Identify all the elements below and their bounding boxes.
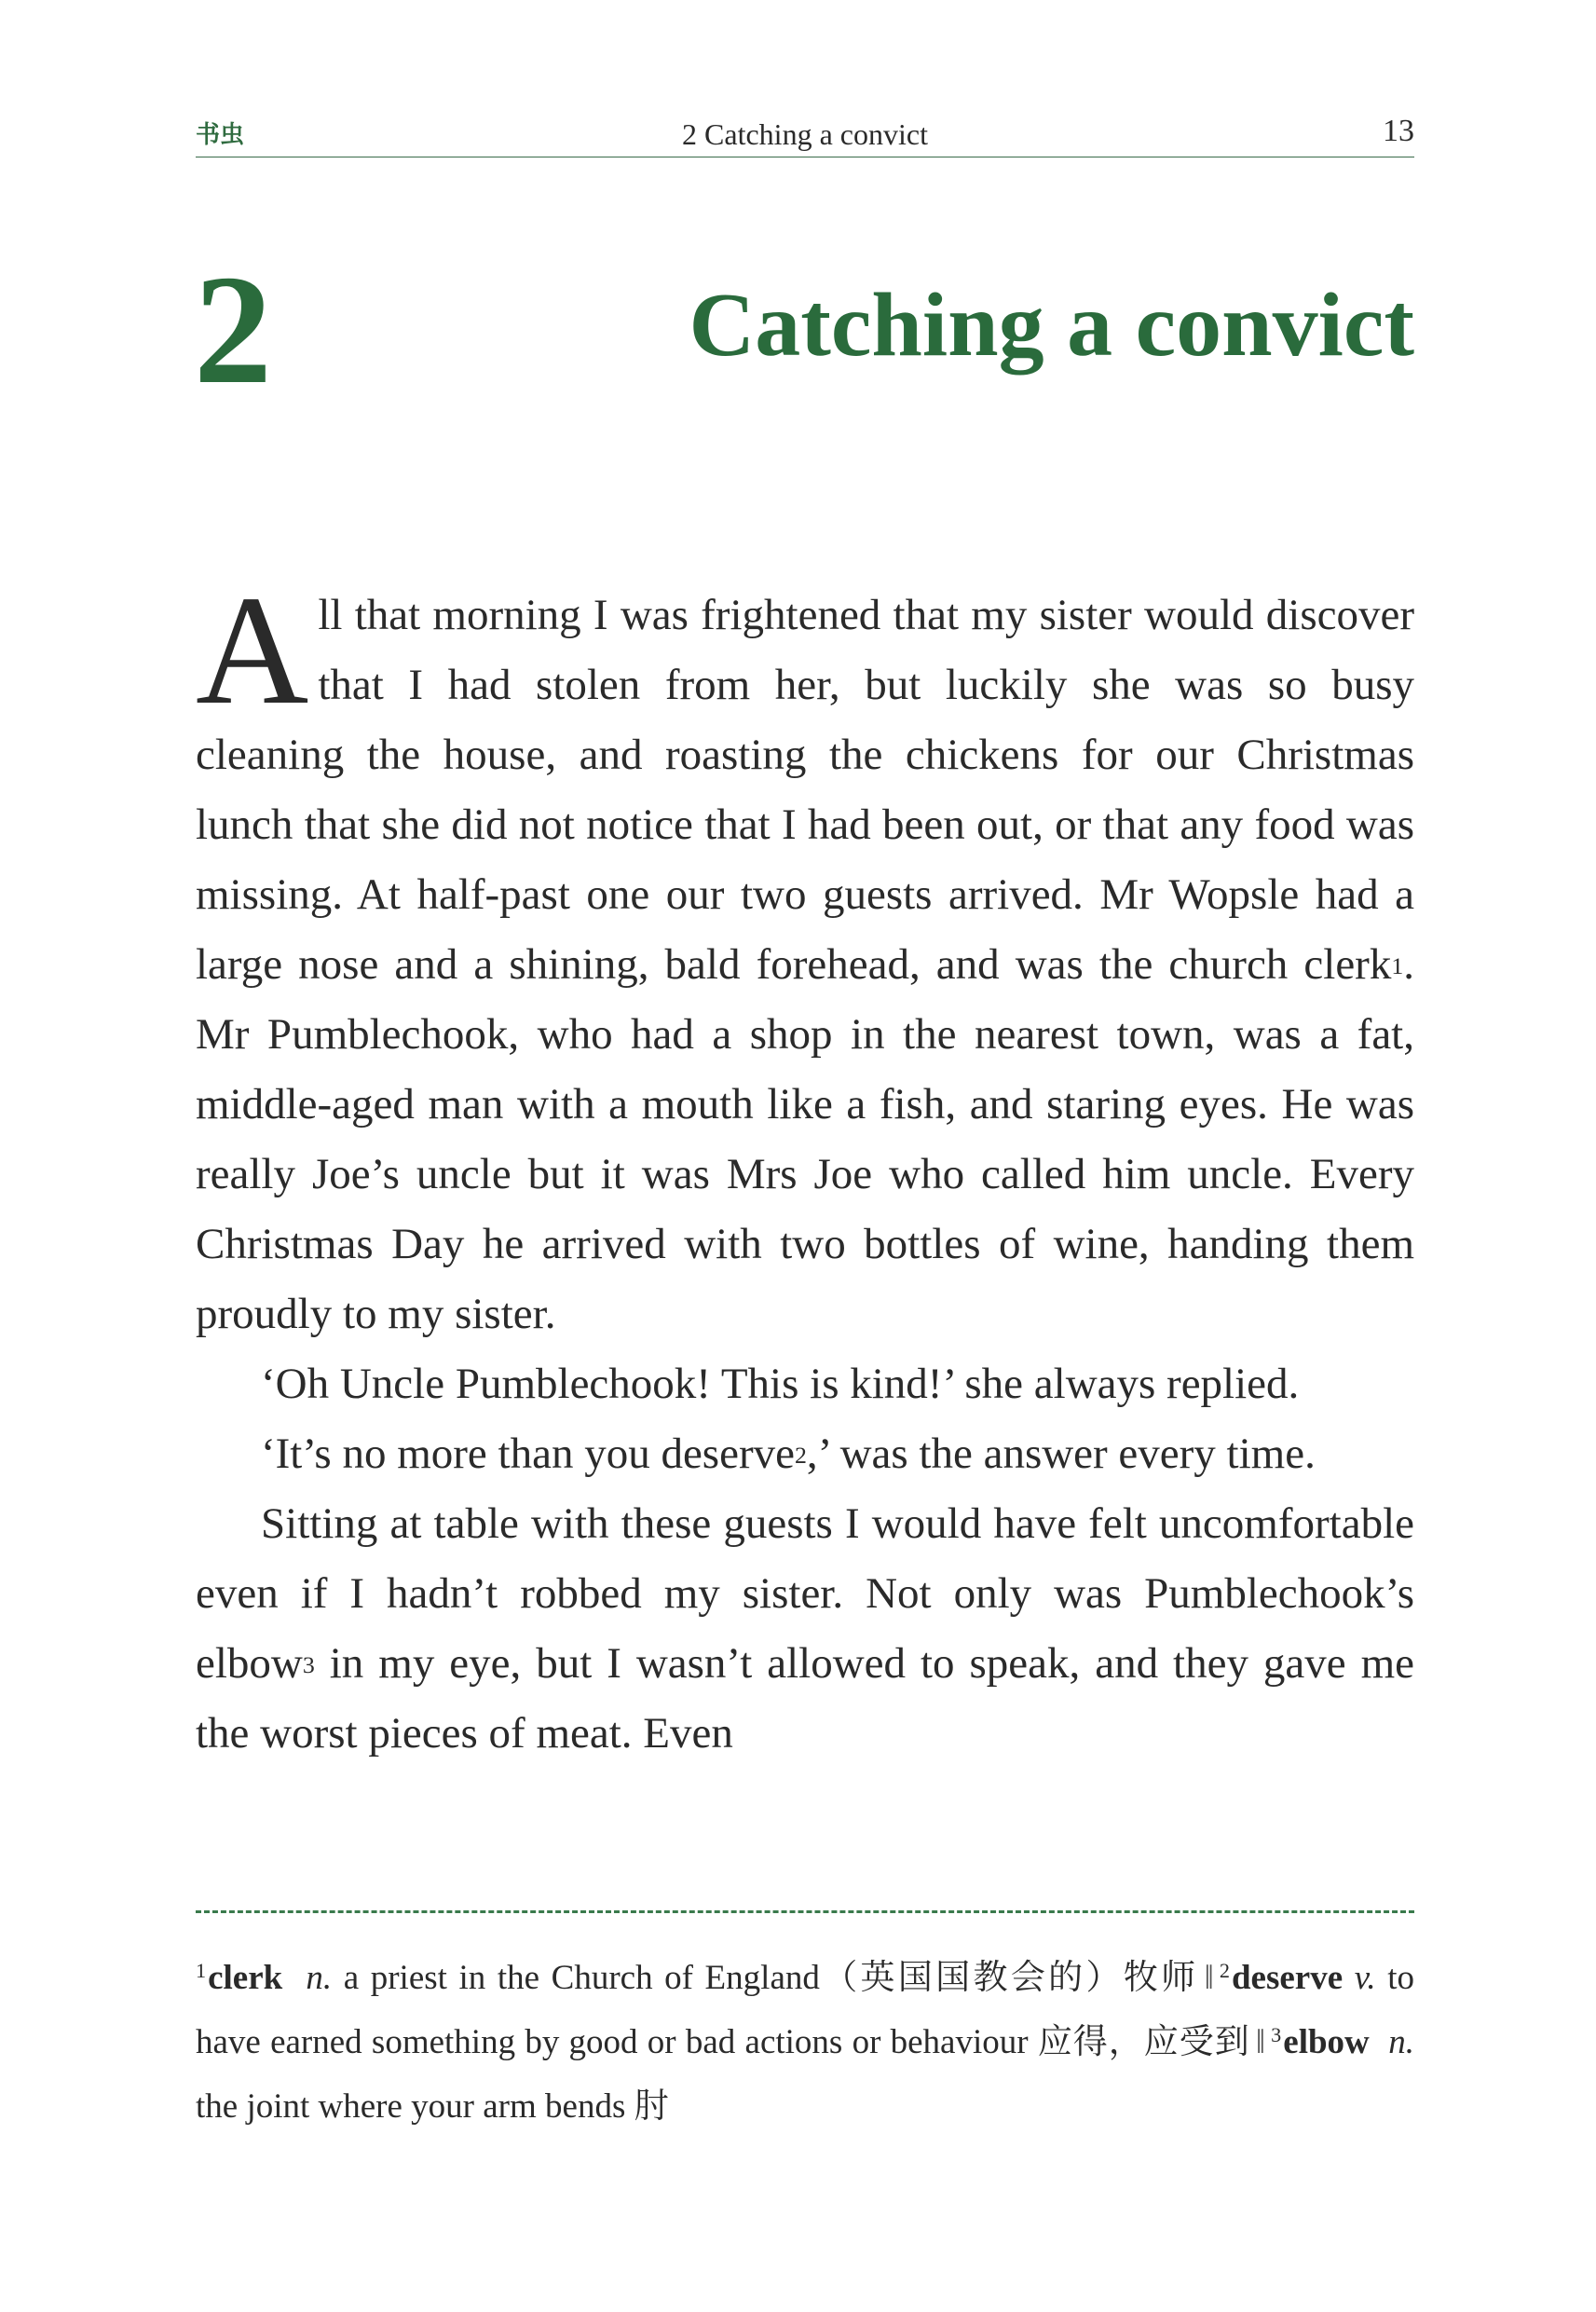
- footnote-ref-1: 1: [1391, 951, 1404, 979]
- footnote-term: elbow: [1283, 2023, 1370, 2061]
- footnote-term: deserve: [1231, 1959, 1344, 1997]
- footnote-ref-3: 3: [302, 1650, 315, 1678]
- footnote-definition: the joint where your arm bends 肘: [196, 2087, 669, 2126]
- footnote-definition: a priest in the Church of England（英国国教会的）牧师: [343, 1959, 1199, 1997]
- footnote-separator-line: [196, 1910, 1414, 1913]
- running-title: 2 Catching a convict: [682, 117, 928, 151]
- footnote-number: 1: [196, 1958, 207, 1982]
- footnote-number: 3: [1271, 2022, 1282, 2046]
- series-logo: 书虫: [196, 121, 245, 149]
- paragraph-1: [196, 564, 1414, 1349]
- body-text: [196, 564, 1414, 1769]
- running-header: [196, 110, 1414, 157]
- chapter-title: Catching a convict: [689, 275, 1414, 376]
- paragraph-2: ‘Oh Uncle Pumblechook! This is kind!’ she always replied.: [261, 1360, 1300, 1408]
- paragraph-4: [196, 1489, 1414, 1769]
- footnote-ref-2: 2: [794, 1441, 807, 1469]
- paragraph-3-text-a: ‘It’s no more than you deserve: [261, 1430, 795, 1478]
- footnote-definition: to have earned something by good or bad actions or behaviour 应得，应受到: [196, 1959, 1415, 2061]
- footnote-term: clerk: [208, 1959, 283, 1997]
- footnote-pos: n.: [1388, 2023, 1414, 2061]
- footnote-number: 2: [1219, 1958, 1230, 1982]
- footnote-divider: ‖: [1255, 2023, 1266, 2061]
- paragraph-3-text-b: ,’ was the answer every time.: [806, 1430, 1316, 1478]
- paragraph-4-text-b: in my eye, but I wasn’t allowed to speak, and they gave me the worst pieces of meat. Even: [196, 1639, 1414, 1758]
- paragraph-1-text-b: . Mr Pumblechook, who had a shop in the nearest town, was a fat, middle-aged man with a mouth like a fish, and staring eyes. He was really Joe’s uncle but it was Mrs Joe who called him uncle. Every Christmas Day he arrived with two bottles of wine, handing them proudly to my sister.: [196, 940, 1414, 1338]
- footnote-pos: n.: [306, 1959, 333, 1997]
- footnotes: [196, 1948, 1414, 2137]
- chapter-number: 2: [194, 243, 272, 417]
- page-number: 13: [1383, 114, 1414, 148]
- drop-cap: A: [196, 564, 309, 737]
- footnote-divider: ‖: [1204, 1959, 1214, 1997]
- paragraph-4-text-a: Sitting at table with these guests I would have felt uncomfortable even if I hadn’t robbed my sister. Not only was Pumblechook’s elbow: [196, 1499, 1414, 1688]
- footnote-1: [196, 1959, 1199, 1997]
- footnote-pos: v.: [1354, 1959, 1376, 1997]
- paragraph-3: [196, 1419, 1414, 1489]
- paragraph-1-text-a: ll that morning I was frightened that my sister would discover that I had stolen from her, but luckily she was so busy cleaning the house, and roasting the chickens for our Christmas lunch that she did not notice that I had been out, or that any food was missing. At half-past one our two guests arrived. Mr Wopsle had a large nose and a shining, bald forehead, and was the church clerk: [196, 591, 1414, 989]
